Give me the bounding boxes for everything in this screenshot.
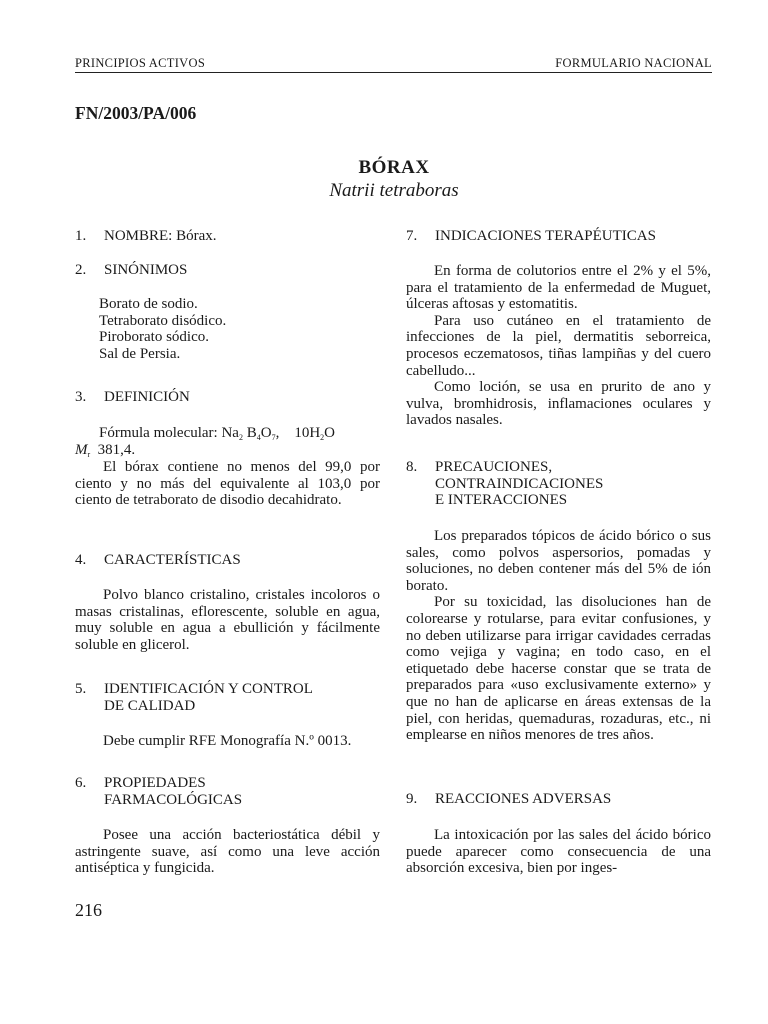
adverse-reactions-text: La intoxicación por las sales del ácido bórico puede aparecer como consecuencia de una absorción excesiva, bien por inges- xyxy=(406,827,711,877)
page-title: BÓRAX xyxy=(358,157,430,178)
page-subtitle: Natrii tetraboras xyxy=(329,180,459,201)
list-item: Sal de Persia. xyxy=(99,345,181,362)
indications-text: En forma de colutorios entre el 2% y el 5%, para el tratamiento de la enfermedad de Muguet, úlceras aftosas y estomatitis. Para uso cutáneo en el tratamiento de infecciones de la piel, dermatitis seborreica, procesos eczematosos, tiñas lampiñas y del cuero cabelludo... Como loción, se usa en prurito de ano y vulva, bromhidrosis, inflamaciones oculares y lavados nasales. xyxy=(406,263,711,429)
molecular-mass: $M_r$ 381,4. xyxy=(75,442,136,459)
definition-text: El bórax contiene no menos del 99,0 por ciento y no más del equivalente al 103,0 por ciento de tetraborato de disodio decahidrato. xyxy=(75,459,380,509)
molecular-formula: Fórmula molecular: $Na_2$ $B_4O_7$, $10H_2O$ xyxy=(99,425,336,442)
list-item: Piroborato sódico. xyxy=(99,329,209,346)
list-item: Tetraborato disódico. xyxy=(99,312,227,329)
list-item: Borato de sodio. xyxy=(99,296,198,312)
page-number: 216 xyxy=(75,900,102,920)
running-header-right: FORMULARIO NACIONAL xyxy=(555,56,712,70)
header-rule xyxy=(75,72,712,73)
characteristics-text: Polvo blanco cristalino, cristales incoloros o masas cristalinas, eflorescente, soluble en agua, muy soluble en agua a ebullición y fácilmente soluble en glicerol. xyxy=(75,587,380,653)
running-header-left: PRINCIPIOS ACTIVOS xyxy=(75,56,206,70)
synonym-list xyxy=(99,296,226,362)
document-code: FN/2003/PA/006 xyxy=(75,103,197,123)
pharmacology-text: Posee una acción bacteriostática débil y astringente suave, así como una leve acción antiséptica y fungicida. xyxy=(75,827,380,877)
identification-text: Debe cumplir RFE Monografía N.º 0013. xyxy=(103,733,352,749)
precautions-text: Los preparados tópicos de ácido bórico o sus sales, como polvos aspersorios, pomadas y soluciones, no deben contener más del 5% de ión borato. Por su toxicidad, las disoluciones han de colorearse y rotularse, para evitar confusiones, y no deben utilizarse para irrigar cavidades cerradas como vejiga y vagina; en todo caso, en el etiquetado debe hacerse constar que se trata de preparados para «uso exclusivamente externo» y que no han de aplicarse en áreas extensas de la piel, con heridas, quemaduras, rozaduras, etc., ni emplearse en niños menores de tres años. xyxy=(406,528,711,744)
